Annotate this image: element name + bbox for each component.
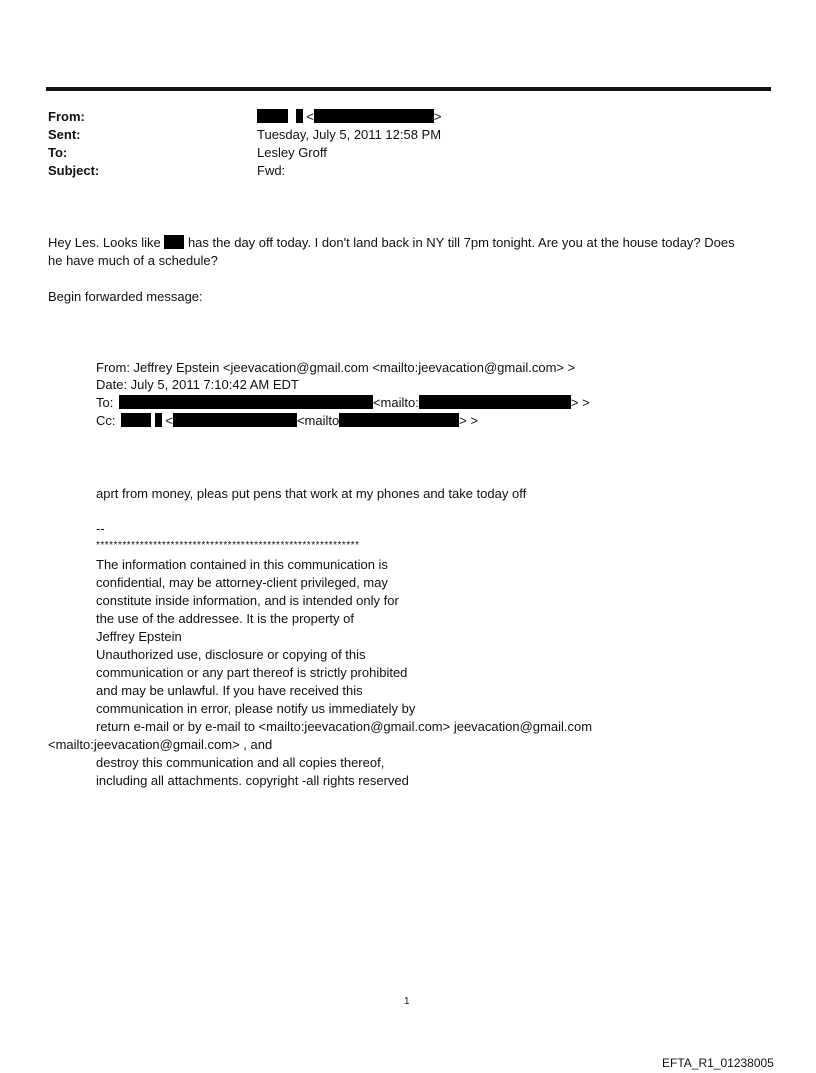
fwd-cc-end: > > [459,413,479,428]
begin-forwarded: Begin forwarded message: [48,289,203,304]
body-line-1 [48,234,735,251]
disclaimer-mailto: <mailto:jeevacation@gmail.com> , and [48,737,273,752]
body-line-2: he have much of a schedule? [48,253,218,268]
redaction [339,413,459,427]
body-text: Hey Les. Looks like [48,235,165,250]
disclaimer-line: communication in error, please notify us immediately by [96,701,416,716]
from-value [257,108,441,126]
page-number: 1 [404,996,410,1007]
disclaimer-line: return e-mail or by e-mail to <mailto:jeevacation@gmail.com> jeevacation@gmail.com [96,719,593,734]
redaction [119,395,373,409]
fwd-to [96,394,590,411]
redaction [155,413,162,427]
fwd-to-label: To: [96,395,114,410]
header-rule [46,87,771,91]
redaction [164,235,184,249]
from-label: From: [48,109,85,124]
fwd-date: Date: July 5, 2011 7:10:42 AM EDT [96,377,299,392]
sig-dashes: -- [96,521,105,536]
disclaimer-line: Jeffrey Epstein [96,629,182,644]
fwd-cc-lt: < [165,413,173,428]
from-gt: > [433,109,442,124]
fwd-to-mailto: <mailto: [372,395,419,410]
disclaimer-line: and may be unlawful. If you have received this [96,683,363,698]
subject-label: Subject: [48,163,100,178]
sig-stars: ************************************************************ [96,540,360,551]
fwd-from: From: Jeffrey Epstein <jeevacation@gmail.com <mailto:jeevacation@gmail.com> > [96,360,576,375]
fwd-cc-mailto: <mailto [296,413,340,428]
fwd-cc [96,412,478,429]
redaction [314,109,434,123]
from-lt: < [306,109,314,124]
redaction [173,413,297,427]
sent-value: Tuesday, July 5, 2011 12:58 PM [257,127,442,142]
fwd-cc-label: Cc: [96,413,116,428]
disclaimer-line: including all attachments. copyright -all rights reserved [96,773,409,788]
fwd-to-end: > > [570,395,590,410]
document-id: EFTA_R1_01238005 [662,1056,774,1070]
fwd-message: aprt from money, pleas put pens that work at my phones and take today off [96,486,527,501]
disclaimer-line: communication or any part thereof is strictly prohibited [96,665,408,680]
disclaimer-line: destroy this communication and all copies thereof, [96,755,385,770]
disclaimer-line: Unauthorized use, disclosure or copying of this [96,647,366,662]
subject-value: Fwd: [257,163,286,178]
sent-label: Sent: [48,127,81,142]
disclaimer-line: the use of the addressee. It is the property of [96,611,354,626]
redaction [121,413,151,427]
body-text: has the day off today. I don't land back in NY till 7pm tonight. Are you at the house today? Does [184,235,735,250]
disclaimer-line: constitute inside information, and is intended only for [96,593,399,608]
to-label: To: [48,145,68,160]
disclaimer-line: confidential, may be attorney-client privileged, may [96,575,388,590]
redaction [419,395,571,409]
disclaimer-line: The information contained in this communication is [96,557,388,572]
redaction [257,109,288,123]
to-value: Lesley Groff [257,145,327,160]
redaction [296,109,303,123]
